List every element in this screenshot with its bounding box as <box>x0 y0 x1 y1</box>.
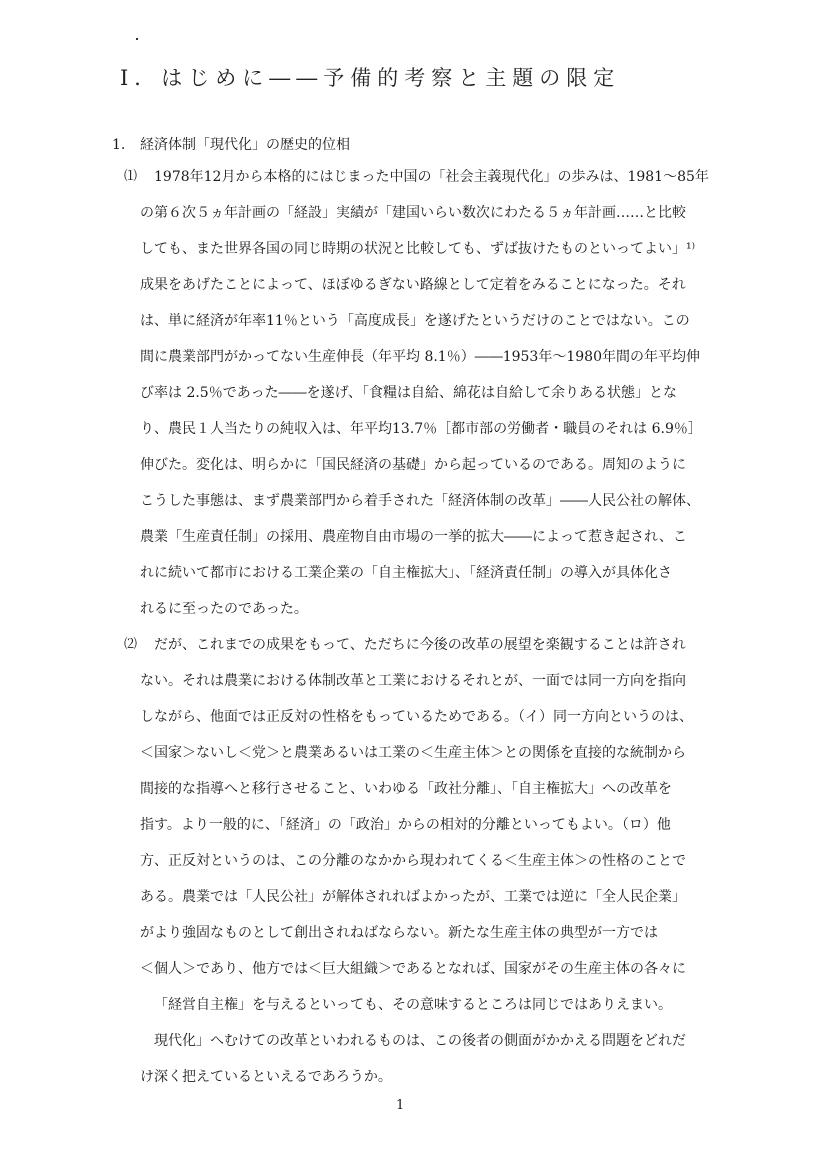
text-line: 1978年12月から本格的にはじまった中国の「社会主義現代化」の歩みは、1981～85年 <box>154 169 709 185</box>
text-line: ない。それは農業における体制改革と工業におけるそれとが、一面では同一方向を指向 <box>140 673 686 689</box>
text-line: しても、また世界各国の同じ時期の状況と比較しても、ずば抜けたものといってよい」¹⁾ <box>140 241 696 257</box>
text-line: ある。農業では「人民公社」が解体されればよかったが、工業では逆に「全人民企業」 <box>140 889 686 905</box>
text-line: の第６次５ヵ年計画の「経設」実績が「建国いらい数次にわたる５ヵ年計画……と比較 <box>140 205 686 221</box>
text-line: だが、これまでの成果をもって、ただちに今後の改革の展望を楽観することは許され <box>154 637 686 653</box>
text-line: び率は 2.5％であった――を遂げ、「食糧は自給、綿花は自給して余りある状態」とな <box>140 385 678 401</box>
text-line: れに続いて都市における工業企業の「自主権拡大」、「経済責任制」の導入が具体化さ <box>140 565 672 581</box>
section-number: 1. <box>112 137 126 153</box>
text-line: 成果をあげたことによって、ほぼゆるぎない路線として定着をみることになった。それ <box>140 277 686 293</box>
text-line: 間接的な指導へと移行させること、いわゆる「政社分離」、「自主権拡大」への改革を <box>140 781 672 797</box>
text-line: こうした事態は、まず農業部門から着手された「経済体制の改革」――人民公社の解体、 <box>140 493 700 509</box>
paragraph-marker-2: ⑵ <box>124 637 138 652</box>
text-line: 農業「生産責任制」の採用、農産物自由市場の一挙的拡大――によって惹き起され、こ <box>140 529 687 545</box>
text-line: 「経営自主権」を与えるといっても、その意味するところは同じではありえまい。 <box>154 997 672 1013</box>
section-title: 経済体制「現代化」の歴史的位相 <box>140 137 350 153</box>
text-line: 間に農業部門がかってない生産伸長（年平均 8.1％）――1953年～1980年間の年平均伸 <box>140 349 700 365</box>
text-line: しながら、他面では正反対の性格をもっているためである。（イ）同一方向というのは、 <box>140 709 693 725</box>
text-line: 方、正反対というのは、この分離のなかから現われてくる＜生産主体＞の性格のことで <box>140 853 686 869</box>
text-line: ＜国家＞ないし＜党＞と農業あるいは工業の＜生産主体＞との関係を直接的な統制から <box>140 745 686 761</box>
text-line: 指す。より一般的に、「経済」の「政治」からの相対的分離といってもよい。（ロ）他 <box>140 817 671 833</box>
paragraph-marker-1: ⑴ <box>124 169 138 184</box>
text-line: り、農民１人当たりの純収入は、年平均13.7％［都市部の労働者・職員のそれは 6.9％］ <box>140 421 702 437</box>
page-number: 1 <box>396 1098 405 1113</box>
text-line: れるに至ったのであった。 <box>140 601 308 617</box>
text-line: け深く把えているといえるであろうか。 <box>140 1069 392 1085</box>
chapter-title: Ⅰ．はじめに――予備的考察と主題の限定 <box>120 66 621 90</box>
text-line: 伸びた。変化は、明らかに「国民経済の基礎」から起っているのである。周知のように <box>140 457 686 473</box>
text-line: がより強固なものとして創出されねばならない。新たな生産主体の典型が一方では <box>140 925 658 941</box>
scan-speck <box>136 38 138 40</box>
text-line: 現代化」へむけての改革といわれるものは、この後者の側面がかかえる問題をどれだ <box>154 1033 686 1049</box>
text-line: ＜個人＞であり、他方では＜巨大組織＞であるとなれば、国家がその生産主体の各々に <box>140 961 686 977</box>
section-heading <box>112 134 350 154</box>
text-line: は、単に経済が年率11％という「高度成長」を遂げたというだけのことではない。この <box>140 313 690 329</box>
